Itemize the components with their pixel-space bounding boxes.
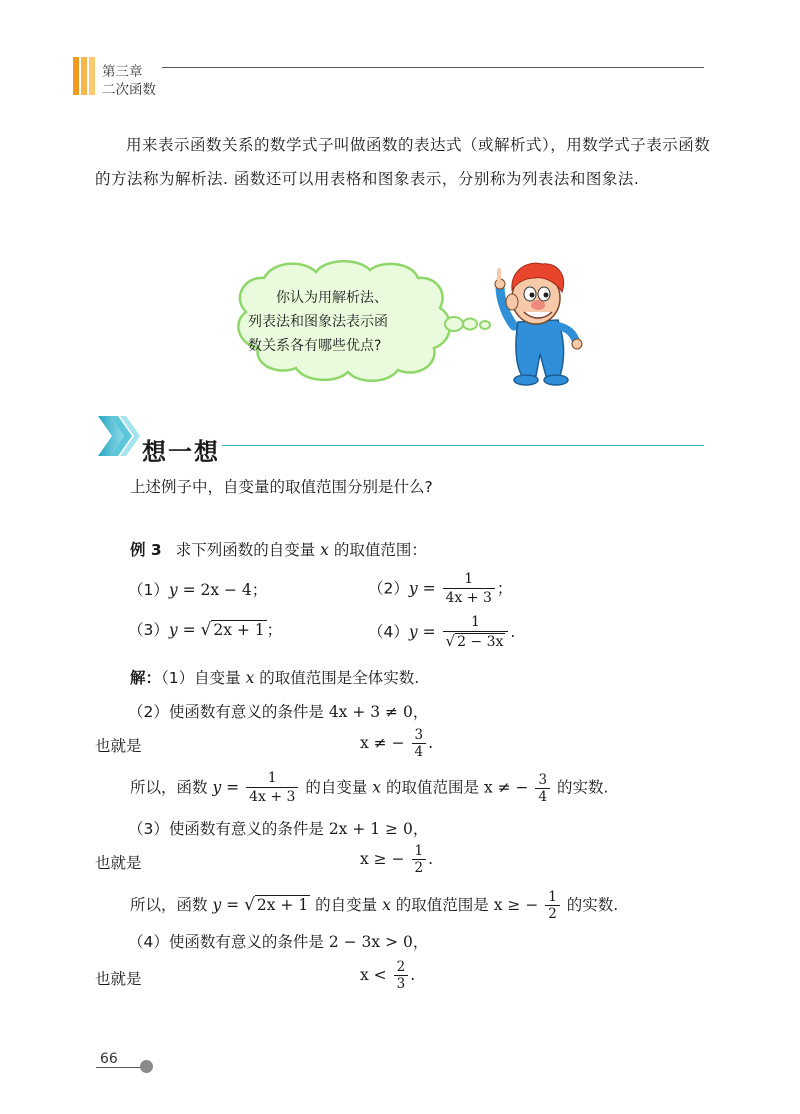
item-1-rhs: = 2x − 4；	[182, 581, 268, 599]
s3-so-end: 的实数.	[566, 896, 619, 914]
s3-so-num: 1	[548, 889, 557, 905]
s4-res-num: 2	[396, 959, 406, 975]
s3-so-y: y =	[212, 896, 240, 914]
item-3-end: ；	[266, 621, 283, 639]
item-1-num: （1）	[128, 581, 169, 599]
s4-result	[360, 959, 415, 992]
item-4-lhs: y	[408, 623, 418, 641]
s2-result	[360, 727, 433, 760]
s4-that-is: 也就是	[95, 970, 142, 988]
item-4-num: （4）	[368, 623, 409, 641]
solution-2-condition	[128, 705, 428, 721]
s1-b: 的取值范围是全体实数.	[259, 669, 420, 687]
example-item-2	[368, 571, 512, 607]
s2-expr: 4x + 3 ≠ 0，	[328, 703, 429, 721]
solution-3-condition	[128, 822, 428, 838]
item-3-sqrt: √ 2x + 1	[200, 620, 265, 640]
item-2-lhs: y	[408, 579, 418, 598]
header-bar-1	[73, 57, 79, 95]
item-3-num: （3）	[128, 621, 169, 639]
s3-result	[360, 843, 433, 876]
cloud-text	[248, 286, 423, 358]
s1-var: x	[245, 669, 255, 687]
item-2-eq: =	[422, 579, 436, 598]
item-2-denominator: 4x + 3	[443, 588, 495, 607]
s3-so-text-a: 的自变量	[315, 896, 378, 914]
s4-res-lhs: x <	[360, 966, 387, 984]
s3-so-den: 2	[545, 905, 560, 922]
solution-line-1	[130, 671, 419, 687]
solution-4-condition	[128, 935, 428, 951]
item-3-lhs: y	[168, 621, 178, 639]
header-rule	[162, 67, 704, 68]
cloud-line-1: 你认为用解析法、	[276, 290, 388, 306]
page-number: 66	[100, 1051, 118, 1067]
s2-so-text-b: 的取值范围是	[385, 778, 479, 797]
section-title: 想一想	[142, 437, 220, 466]
s3-res-end: .	[428, 850, 434, 868]
s3-res-den: 2	[412, 859, 427, 876]
s2-so-den: 4	[535, 788, 550, 805]
s2-cond: （2）使函数有意义的条件是	[128, 703, 324, 721]
s2-so-text-a: 的自变量	[305, 778, 368, 797]
s3-so-var: x	[382, 896, 391, 914]
s2-that-is: 也就是	[95, 737, 142, 755]
s3-that-is: 也就是	[95, 854, 142, 872]
section-question: 上述例子中，自变量的取值范围分别是什么?	[130, 478, 433, 496]
s2-so-a: 所以，函数	[130, 778, 208, 797]
cloud-line-3: 数关系各有哪些优点?	[248, 338, 382, 354]
example-heading	[130, 543, 427, 559]
item-1-lhs: y	[168, 581, 178, 599]
s2-res-end: .	[428, 734, 434, 752]
item-2-num: （2）	[368, 579, 409, 598]
example-prompt-var: x	[320, 541, 329, 559]
item-4-fraction	[443, 614, 509, 651]
s3-cond: （3）使函数有意义的条件是	[128, 820, 324, 838]
section-rule	[222, 445, 704, 446]
s4-res-fraction	[394, 959, 409, 992]
s3-so-cond: x ≥ −	[493, 896, 539, 914]
item-2-fraction	[443, 571, 495, 607]
s3-so-cond-fraction	[545, 889, 560, 922]
s4-expr: 2 − 3x > 0，	[328, 933, 429, 951]
s2-so-cond-fraction	[535, 772, 550, 805]
s3-expr: 2x + 1 ≥ 0，	[328, 820, 429, 838]
s2-res-fraction	[412, 727, 427, 760]
cartoon-character-illustration	[484, 256, 594, 390]
s3-res-lhs: x ≥ −	[360, 850, 405, 868]
item-3-eq: =	[182, 621, 196, 639]
s2-so-fraction	[246, 770, 298, 806]
s2-res-lhs: x ≠ −	[360, 733, 405, 752]
example-item-3	[128, 622, 282, 639]
s3-res-fraction	[412, 843, 427, 876]
example-prompt-b: 的取值范围：	[333, 541, 427, 559]
s4-res-end: .	[410, 966, 416, 984]
s2-conclusion	[130, 770, 608, 806]
s2-so-cond: x ≠ −	[483, 778, 529, 797]
s2-res-den: 4	[412, 743, 427, 760]
header-bar-3	[89, 57, 95, 95]
example-item-4	[368, 614, 515, 651]
intro-paragraph: 用来表示函数关系的数学式子叫做函数的表达式（或解析式），用数学式子表示函数的方法称为解析法. 函数还可以用表格和图象表示，分别称为列表法和图象法.	[95, 136, 711, 188]
item-4-radicand: 2 − 3x	[457, 634, 504, 650]
item-4-denominator: √ 2 − 3x	[443, 631, 509, 651]
example-label: 例 3	[130, 541, 162, 559]
s3-conclusion	[130, 889, 618, 922]
s3-so-a: 所以，函数	[130, 896, 208, 914]
header-bar-2	[81, 57, 87, 95]
example-prompt-a: 求下列函数的自变量	[175, 541, 316, 559]
s3-res-num: 1	[414, 843, 424, 859]
s2-f-den: 4x + 3	[246, 787, 298, 806]
s4-cond: （4）使函数有意义的条件是	[128, 933, 324, 951]
s3-so-sqrt: √ 2x + 1	[244, 895, 309, 915]
s2-res-num: 3	[414, 727, 424, 743]
item-4-eq: =	[422, 623, 436, 641]
section-chevron-icon	[96, 414, 146, 458]
s2-f-num: 1	[267, 770, 277, 786]
s3-so-radicand: 2x + 1	[256, 896, 309, 914]
solution-label: 解：	[130, 669, 162, 687]
item-2-numerator: 1	[464, 571, 474, 587]
item-2-end: ；	[496, 579, 513, 598]
s2-so-end: 的实数.	[556, 778, 609, 797]
example-item-1	[128, 583, 267, 599]
item-4-end: .	[510, 623, 516, 641]
s2-so-y: y =	[212, 778, 240, 797]
item-4-numerator: 1	[471, 614, 480, 630]
s2-so-num: 3	[538, 771, 548, 788]
s3-so-text-b: 的取值范围是	[395, 896, 489, 914]
item-3-radicand: 2x + 1	[213, 621, 265, 639]
chapter-number: 第三章	[102, 64, 143, 80]
chapter-name: 二次函数	[102, 82, 156, 98]
s2-so-var: x	[372, 778, 382, 797]
s4-res-den: 3	[394, 975, 409, 992]
s1-a: （1）自变量	[161, 669, 241, 687]
cloud-line-2: 列表法和图象法表示函	[248, 314, 388, 330]
footer-dot	[140, 1060, 153, 1073]
